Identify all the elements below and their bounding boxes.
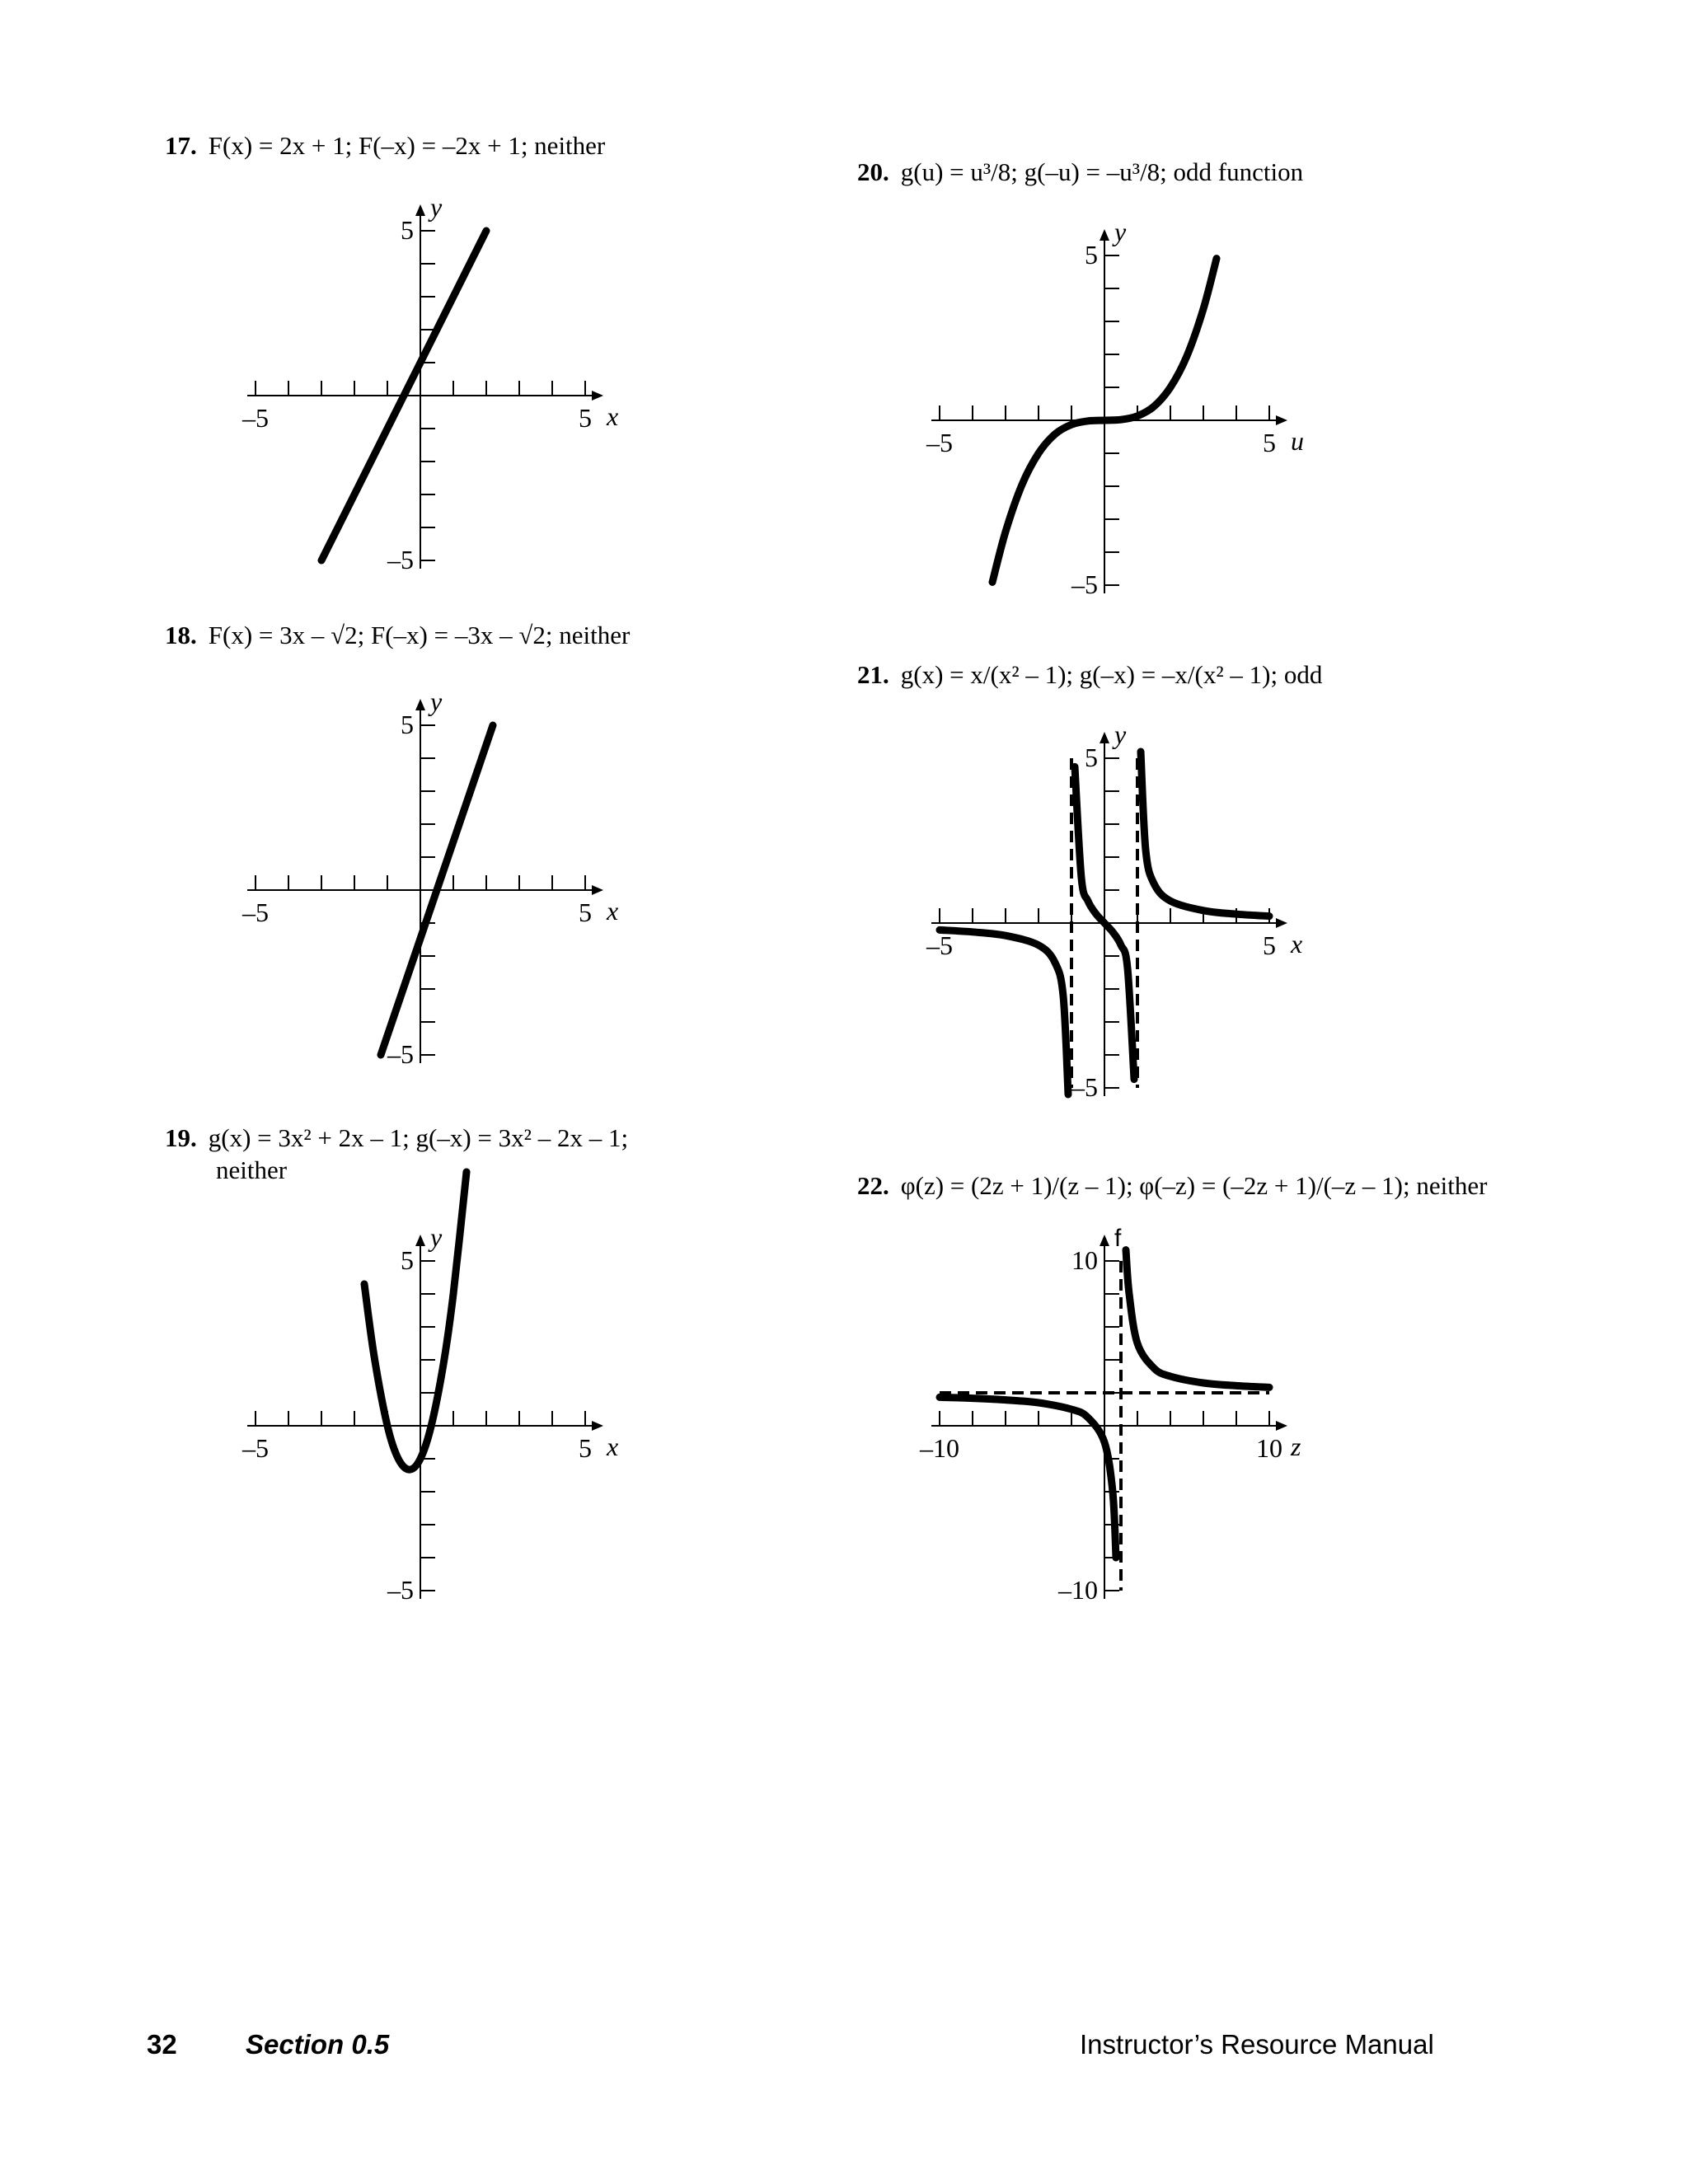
- problem-17-text: [165, 130, 605, 162]
- problem-number: 18.: [165, 621, 197, 649]
- y-min-tick-label: –5: [1071, 1072, 1098, 1102]
- y-min-tick-label: –5: [387, 1039, 414, 1069]
- x-min-tick-label: –5: [242, 1433, 269, 1463]
- problem-equation-line2: neither: [216, 1155, 288, 1184]
- graph-problem-21: [898, 717, 1311, 1129]
- function-curve: [1141, 752, 1269, 916]
- function-curve: [1126, 1250, 1269, 1388]
- problem-number: 21.: [857, 660, 889, 689]
- x-max-tick-label: 5: [1263, 428, 1276, 457]
- x-axis-arrow: [592, 1421, 603, 1431]
- x-axis-label: x: [607, 1432, 619, 1461]
- x-max-tick-label: 5: [1263, 930, 1276, 960]
- y-max-tick-label: 10: [1071, 1245, 1098, 1275]
- x-max-tick-label: 5: [579, 403, 592, 433]
- x-axis-arrow: [1276, 918, 1287, 928]
- problem-equation: g(u) = u³/8; g(–u) = –u³/8; odd function: [900, 157, 1304, 186]
- x-axis-label: u: [1291, 426, 1304, 456]
- page-number: 32: [147, 2029, 177, 2060]
- x-max-tick-label: 5: [579, 898, 592, 927]
- y-min-tick-label: –5: [1071, 569, 1098, 599]
- problem-number: 19.: [165, 1123, 197, 1152]
- problem-equation: φ(z) = (2z + 1)/(z – 1); φ(–z) = (–2z + 1)/(–z – 1); neither: [900, 1171, 1488, 1200]
- problem-equation: F(x) = 3x – √2; F(–x) = –3x – √2; neither: [208, 621, 631, 649]
- x-axis-label: x: [607, 896, 619, 926]
- y-axis-label: y: [430, 192, 443, 222]
- y-max-tick-label: 5: [1085, 743, 1098, 772]
- problem-22-text: [857, 1170, 1487, 1202]
- x-min-tick-label: –5: [242, 898, 269, 927]
- x-axis-arrow: [1276, 415, 1287, 425]
- x-max-tick-label: 5: [579, 1433, 592, 1463]
- y-axis-arrow: [415, 1235, 425, 1246]
- problem-number: 22.: [857, 1171, 889, 1200]
- x-min-tick-label: –5: [926, 930, 953, 960]
- x-min-tick-label: –5: [242, 403, 269, 433]
- x-axis-arrow: [1276, 1421, 1287, 1431]
- y-min-tick-label: –5: [387, 545, 414, 574]
- y-axis-arrow: [1100, 229, 1109, 241]
- y-axis-arrow: [415, 699, 425, 710]
- y-axis-label: y: [430, 1222, 443, 1252]
- problem-equation: g(x) = 3x² + 2x – 1; g(–x) = 3x² – 2x – 1;: [208, 1123, 629, 1152]
- problem-number: 20.: [857, 157, 889, 186]
- section-title: Section 0.5: [246, 2029, 390, 2060]
- y-axis-arrow: [415, 204, 425, 216]
- manual-title: Instructor’s Resource Manual: [1080, 2029, 1434, 2060]
- problem-equation: g(x) = x/(x² – 1); g(–x) = –x/(x² – 1); odd: [900, 660, 1323, 689]
- x-axis-label: x: [1291, 929, 1303, 958]
- y-axis-label: f: [1114, 1225, 1122, 1252]
- problem-18-text: [165, 620, 630, 652]
- y-max-tick-label: 5: [1085, 240, 1098, 269]
- problem-20-text: [857, 157, 1303, 189]
- x-max-tick-label: 10: [1256, 1433, 1282, 1463]
- function-curve: [940, 1397, 1116, 1558]
- function-curve: [940, 930, 1068, 1094]
- y-axis-label: y: [1114, 217, 1127, 246]
- y-max-tick-label: 5: [401, 1245, 414, 1275]
- x-axis-arrow: [592, 391, 603, 401]
- y-min-tick-label: –10: [1058, 1575, 1098, 1605]
- y-axis-arrow: [1100, 1235, 1109, 1246]
- x-axis-label: z: [1291, 1432, 1301, 1461]
- graph-problem-17: [214, 190, 626, 602]
- y-max-tick-label: 5: [401, 215, 414, 245]
- graph-problem-18: [214, 684, 626, 1096]
- problem-equation: F(x) = 2x + 1; F(–x) = –2x + 1; neither: [208, 131, 606, 160]
- x-min-tick-label: –5: [926, 428, 953, 457]
- y-axis-label: y: [1114, 719, 1127, 749]
- y-axis-arrow: [1100, 732, 1109, 743]
- x-min-tick-label: –10: [920, 1433, 959, 1463]
- y-axis-label: y: [430, 687, 443, 716]
- graph-problem-20: [898, 214, 1311, 626]
- problem-21-text: [857, 659, 1322, 691]
- problem-number: 17.: [165, 131, 197, 160]
- y-max-tick-label: 5: [401, 710, 414, 739]
- problem-19-text: [165, 1122, 628, 1187]
- x-axis-arrow: [592, 885, 603, 895]
- x-axis-label: x: [607, 401, 619, 431]
- graph-problem-22: [898, 1220, 1311, 1632]
- y-min-tick-label: –5: [387, 1575, 414, 1605]
- graph-problem-19: [214, 1220, 626, 1632]
